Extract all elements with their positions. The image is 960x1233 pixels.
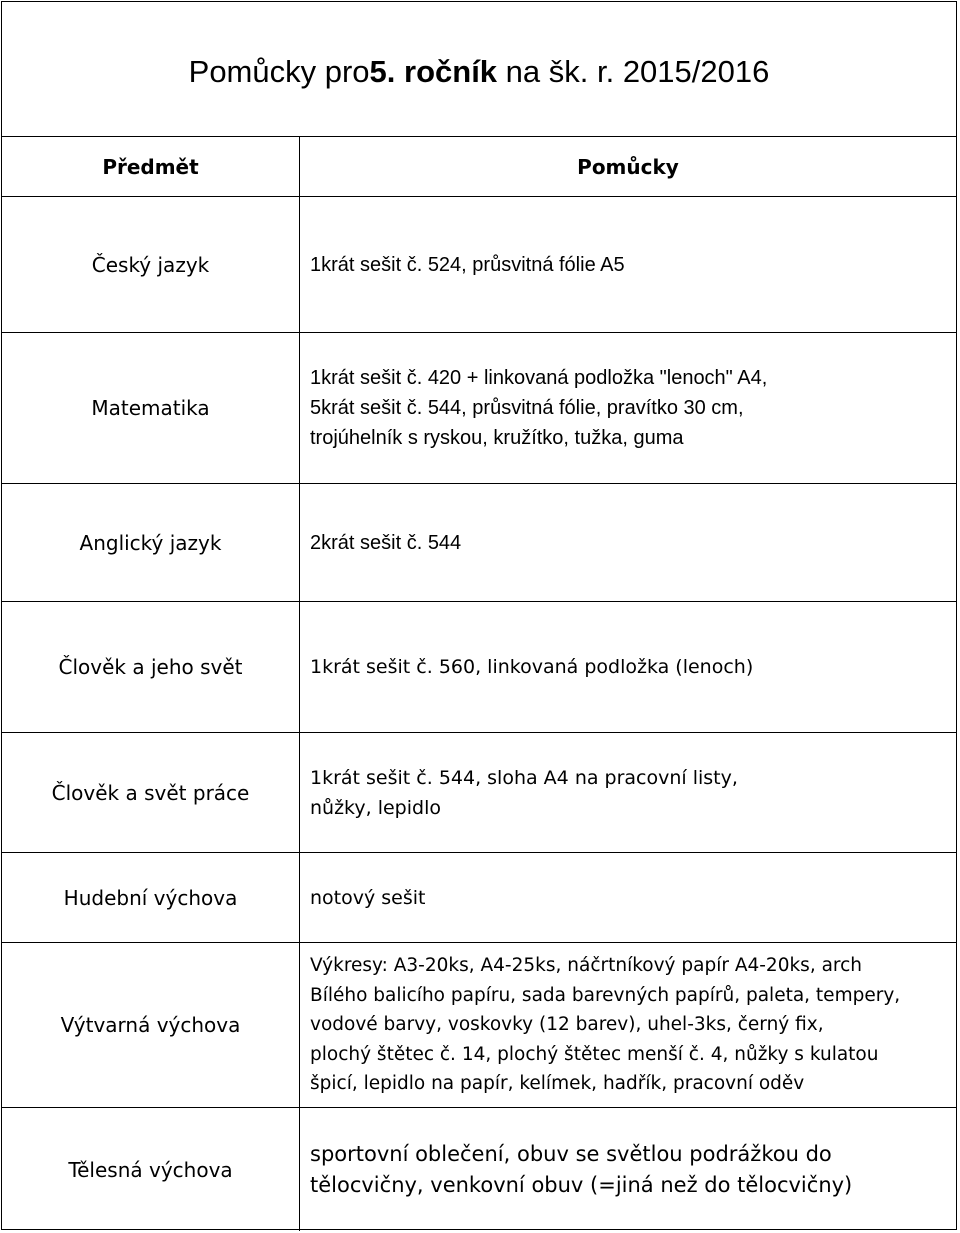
table-row bbox=[2, 853, 956, 943]
subject-cell: Výtvarná výchova bbox=[2, 943, 300, 1107]
subject-cell: Tělesná výchova bbox=[2, 1108, 300, 1231]
title-prefix: Pomůcky pro bbox=[188, 54, 370, 89]
subject-cell: Matematika bbox=[2, 333, 300, 483]
title-grade: 5. ročník bbox=[369, 54, 498, 89]
table-row bbox=[2, 197, 956, 333]
items-cell: 1krát sešit č. 560, linkovaná podložka (lenoch) bbox=[310, 656, 754, 678]
header-items: Pomůcky bbox=[577, 154, 679, 179]
subject-cell: Člověk a svět práce bbox=[2, 733, 300, 852]
title-suffix: na šk. r. 2015/2016 bbox=[497, 54, 770, 89]
subject-cell: Anglický jazyk bbox=[2, 484, 300, 601]
subject-cell: Český jazyk bbox=[2, 197, 300, 332]
items-cell: sportovní oblečení, obuv se světlou podrážkou do tělocvičny, venkovní obuv (=jiná než do tělocvičny) bbox=[310, 1141, 853, 1197]
items-cell: notový sešit bbox=[310, 886, 426, 909]
table-row bbox=[2, 943, 956, 1108]
page-title bbox=[2, 2, 956, 137]
supplies-table bbox=[1, 1, 957, 1230]
items-cell: 1krát sešit č. 524, průsvitná fólie A5 bbox=[310, 253, 625, 276]
items-cell: 1krát sešit č. 420 + linkovaná podložka "lenoch" A4, 5krát sešit č. 544, průsvitná fólie, pravítko 30 cm, trojúhelník s ryskou, kružítko, tužka, guma bbox=[310, 367, 768, 449]
table-row bbox=[2, 602, 956, 733]
table-row bbox=[2, 484, 956, 602]
items-cell: 2krát sešit č. 544 bbox=[310, 531, 462, 554]
table-row bbox=[2, 333, 956, 484]
subject-cell: Člověk a jeho svět bbox=[2, 602, 300, 732]
items-cell: 1krát sešit č. 544, sloha A4 na pracovní listy, nůžky, lepidlo bbox=[310, 766, 738, 819]
table-row bbox=[2, 733, 956, 853]
table-header bbox=[2, 137, 956, 197]
subject-cell: Hudební výchova bbox=[2, 853, 300, 942]
table-row bbox=[2, 1108, 956, 1231]
items-cell: Výkresy: A3-20ks, A4-25ks, náčrtníkový papír A4-20ks, arch Bílého balicího papíru, sada barevných papírů, paleta, tempery, vodové barvy, voskovky (12 barev), uhel-3ks, černý fix, plochý štětec č. 14, plochý štětec menší č. 4, nůžky s kulatou špicí, lepidlo na papír, kelímek, hadřík, pracovní oděv bbox=[310, 955, 901, 1095]
header-subject: Předmět bbox=[2, 137, 300, 196]
